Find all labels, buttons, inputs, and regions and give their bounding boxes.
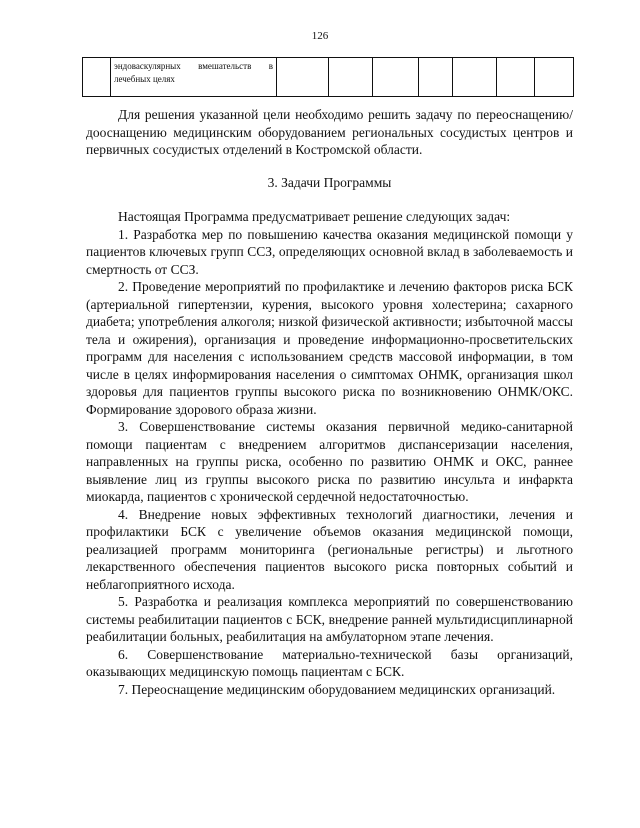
task-item-2: 2. Проведение мероприятий по профилактике и лечению факторов риска БСК (артериальной гипертензии, курения, высокого уровня холестерина; сахарного диабета; употребления алкоголя; низкой физической активности; избыточной массы тела и ожирения), организация и проведение информационно-просветительских программ для населения с использованием средств массовой информации, в том числе в целях информирования населения о симптомах ОНМК, организация школ здоровья для пациентов группы высокого риска по возникновению ОНМК/ОКС. Формирование здорового образа жизни. [86,279,573,417]
task-item-3: 3. Совершенствование системы оказания первичной медико-санитарной помощи пациентам с внедрением алгоритмов диспансеризации населения, направленных на группы риска, особенно по развитию ОНМК и ОКС, раннее выявление лиц из группы высокого риска по развитию инсульта и инфаркта миокарда, пациентов с хронической сердечной недостаточностью. [86,419,573,504]
lead-paragraph: Настоящая Программа предусматривает решение следующих задач: [118,209,511,224]
task-item-7: 7. Переоснащение медицинским оборудованием медицинских организаций. [118,681,556,697]
table-cell-empty [373,58,419,97]
table-cell-empty [497,58,535,97]
task-item-6: 6. Совершенствование материально-технической базы организаций, оказывающих медицинскую помощь пациентам с БСК. [86,646,573,679]
table-cell-index [83,58,111,97]
task-item-4: 4. Внедрение новых эффективных технологий диагностики, лечения и профилактики БСК с увеличение объемов оказания медицинской помощи, реализацией программ мониторинга (региональные регистры) и льготного лекарственного обеспечения пациентов высокого риска повторных событий и неблагоприятного исхода. [86,506,573,592]
table-cell-description [111,58,277,97]
task-item-1: 1. Разработка мер по повышению качества оказания медицинской помощи у пациентов ключевых групп ССЗ, определяющих основной вклад в заболеваемость и смертность от ССЗ. [86,226,573,277]
table-cell-empty [535,58,574,97]
table-cell-empty [419,58,453,97]
page-number: 126 [311,30,329,42]
table-cell-empty [277,58,329,97]
table-cell-empty [329,58,373,97]
task-item-5: 5. Разработка и реализация комплекса мероприятий по совершенствованию системы реабилитации пациентов с БСК, внедрение ранней мультидисциплинарной реабилитации больных, реабилитация на амбулаторном этапе лечения. [86,594,573,644]
section-title: 3. Задачи Программы [267,174,392,190]
table-cell-text: эндоваскулярных вмешательств в лечебных целях [114,61,273,84]
table-fragment [82,57,574,97]
table-row [83,58,574,97]
document-body [86,106,573,698]
intro-paragraph: Для решения указанной цели необходимо решить задачу по переоснащению/дооснащению медицинским оборудованием региональных сосудистых центров и первичных сосудистых отделений в Костромской области. [86,107,573,157]
table-cell-empty [453,58,497,97]
